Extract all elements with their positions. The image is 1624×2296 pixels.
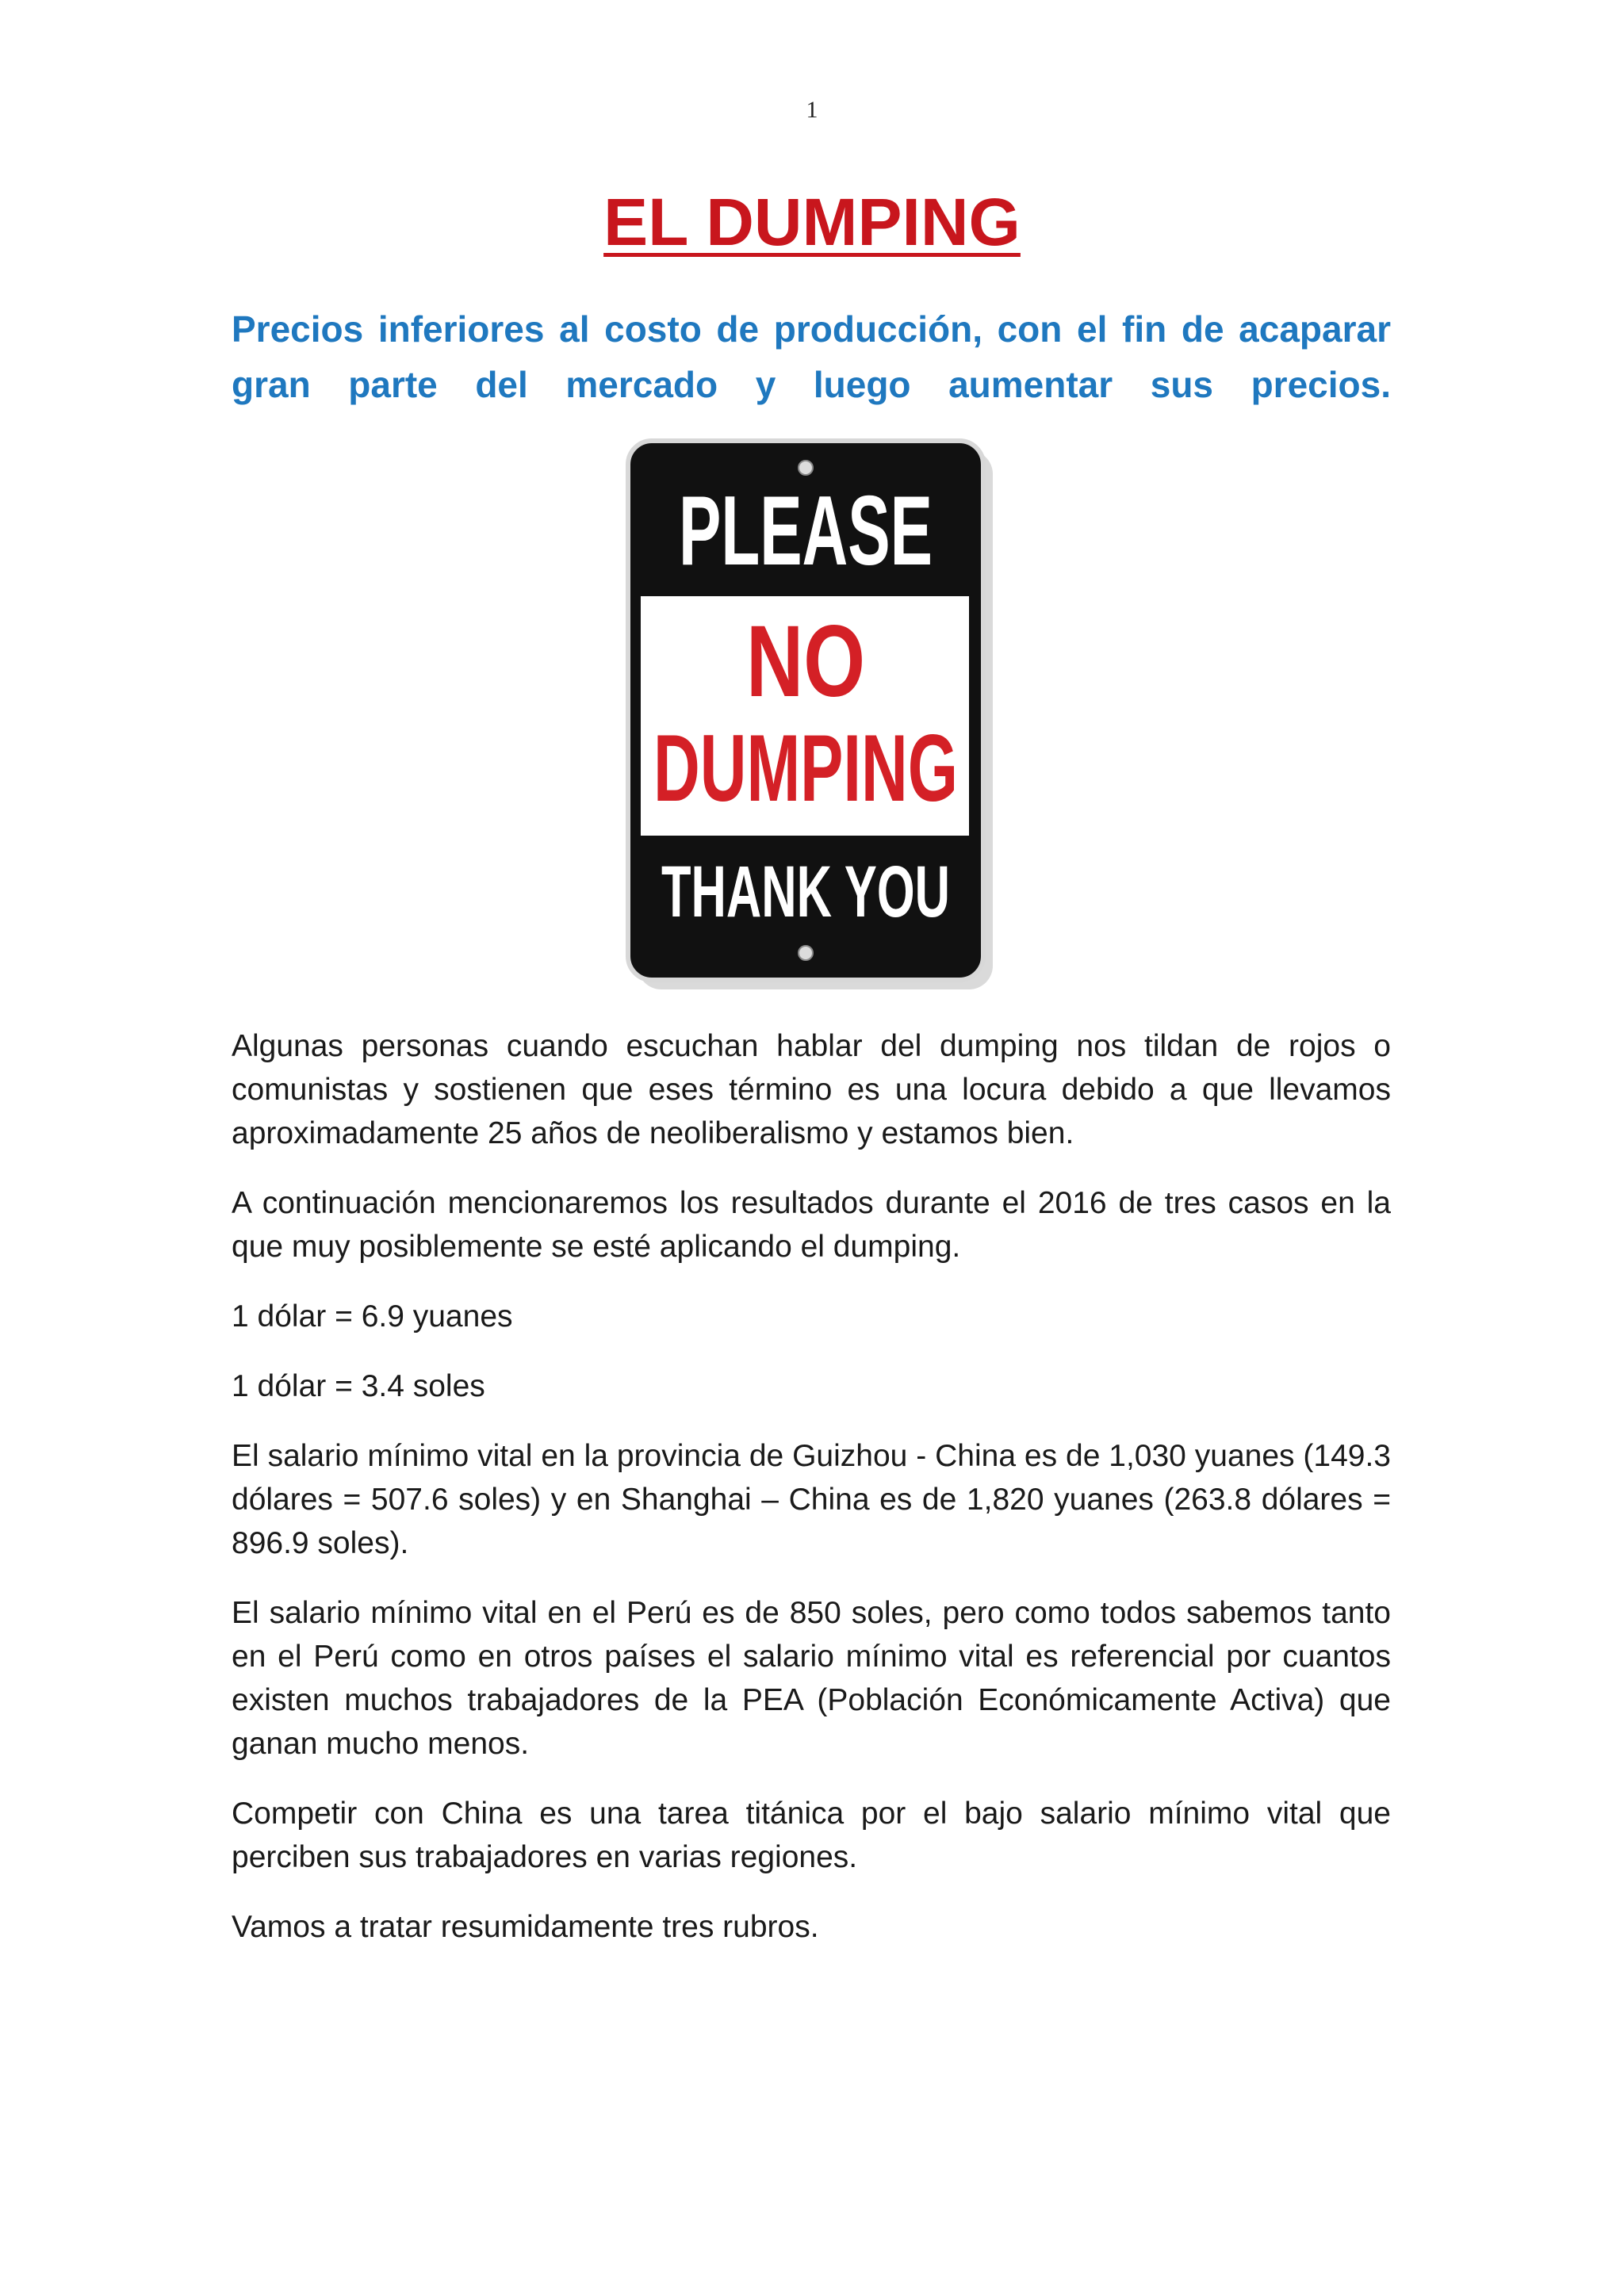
sign-text-no: NO xyxy=(746,605,865,718)
exchange-rate-yuan: 1 dólar = 6.9 yuanes xyxy=(232,1299,513,1334)
sign-bottom-screw-icon xyxy=(799,946,813,960)
no-dumping-sign-image xyxy=(626,438,999,993)
document-subtitle: Precios inferiores al costo de producción, con el fin de acaparar gran parte del mercado y luego aumentar sus precios. xyxy=(232,308,1391,405)
page-number: 1 xyxy=(806,97,818,123)
paragraph-closing: Vamos a tratar resumidamente tres rubros. xyxy=(232,1910,819,1944)
sign-text-dumping: DUMPING xyxy=(653,715,958,821)
sign-text-thank-you: THANK YOU xyxy=(661,851,950,932)
body-text xyxy=(232,1024,1391,1975)
document-title: EL DUMPING xyxy=(603,185,1021,259)
paragraph-competition: Competir con China es una tarea titánica por el bajo salario mínimo vital que perciben sus trabajadores en varias regiones. xyxy=(232,1797,1391,1874)
exchange-rate-soles: 1 dólar = 3.4 soles xyxy=(232,1369,485,1403)
paragraph-intro: Algunas personas cuando escuchan hablar del dumping nos tildan de rojos o comunistas y sostienen que eses término es una locura debido a que llevamos aproximadamente 25 años de neoliberalismo y estamos bien. xyxy=(232,1029,1391,1150)
sign-top-screw-icon xyxy=(799,461,813,475)
paragraph-peru-wages: El salario mínimo vital en el Perú es de 850 soles, pero como todos sabemos tanto en el Perú como en otros países el salario mínimo vital es referencial por cuantos existen muchos trabajadores de la PEA (Población Económicamente Activa) que ganan mucho menos. xyxy=(232,1596,1391,1761)
paragraph-cases: A continuación mencionaremos los resultados durante el 2016 de tres casos en la que muy posiblemente se esté aplicando el dumping. xyxy=(232,1186,1391,1264)
sign-text-please: PLEASE xyxy=(679,476,933,586)
paragraph-china-wages: El salario mínimo vital en la provincia de Guizhou - China es de 1,030 yuanes (149.3 dólares = 507.6 soles) y en Shanghai – China es de 1,820 yuanes (263.8 dólares = 896.9 soles). xyxy=(232,1439,1391,1560)
